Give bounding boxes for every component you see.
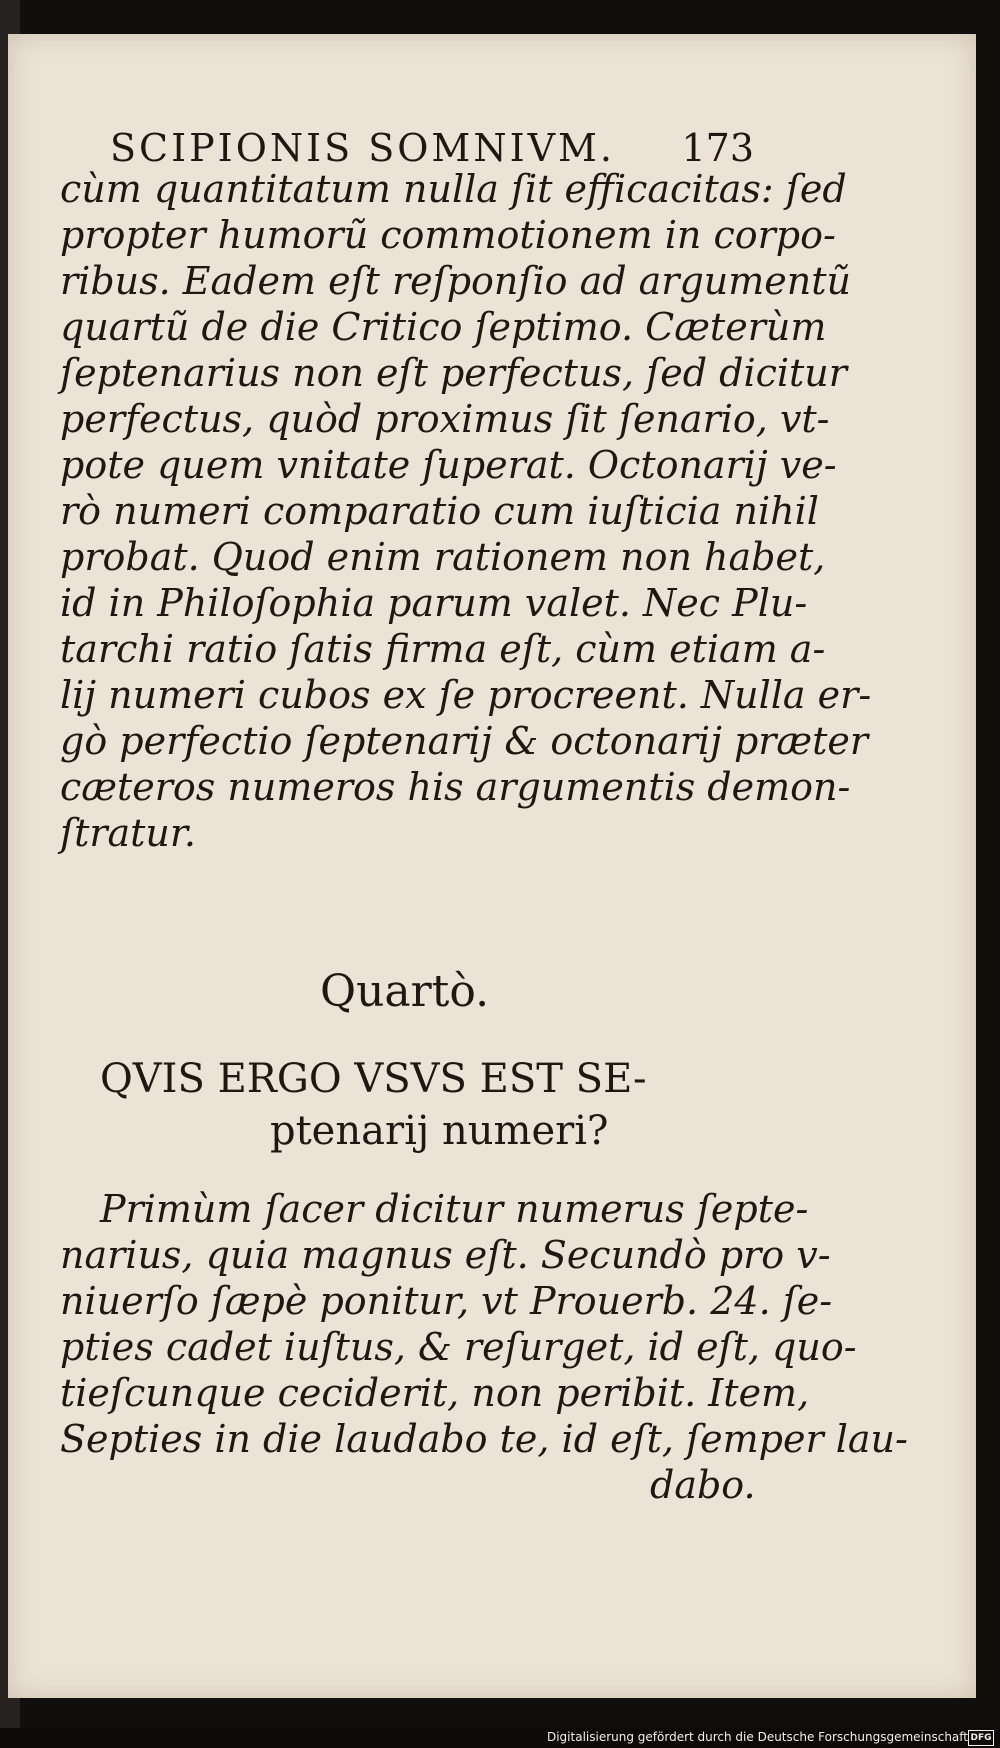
body-line: tarchi ratio ſatis firma eſt, cùm etiam a- bbox=[60, 627, 826, 671]
running-title: SCIPIONIS SOMNIVM. bbox=[110, 126, 616, 170]
body-line: perfectus, quòd proximus ſit ſenario, vt- bbox=[60, 397, 830, 441]
body-line: probat. Quod enim rationem non habet, bbox=[60, 535, 826, 579]
body-line: rò numeri comparatio cum iuſticia nihil bbox=[60, 489, 819, 533]
footer-bar bbox=[0, 1728, 1000, 1748]
body-line: lij numeri cubos ex ſe procreent. Nulla er- bbox=[60, 673, 872, 717]
body-line: ſeptenarius non eſt perfectus, ſed dicitur bbox=[60, 351, 847, 395]
answer-line: Primùm ſacer dicitur numerus ſepte- bbox=[100, 1187, 809, 1231]
body-line: quartũ de die Critico ſeptimo. Cæterùm bbox=[60, 305, 827, 349]
body-line: pote quem vnitate ſuperat. Octonarij ve- bbox=[60, 443, 837, 487]
body-line: gò perfectio ſeptenarij & octonarij præter bbox=[60, 719, 869, 763]
question-heading-line: ptenarij numeri? bbox=[270, 1108, 609, 1154]
answer-line: pties cadet iuſtus, & reſurget, id eſt, quo- bbox=[60, 1325, 857, 1369]
answer-line: tieſcunque ceciderit, non peribit. Item, bbox=[60, 1371, 810, 1415]
body-line: cæteros numeros his argumentis demon- bbox=[60, 765, 851, 809]
dfg-logo: DFG bbox=[968, 1730, 994, 1746]
page-number: 173 bbox=[681, 126, 754, 170]
body-line: id in Philoſophia parum valet. Nec Plu- bbox=[60, 581, 808, 625]
book-page bbox=[8, 34, 976, 1698]
answer-line: narius, quia magnus eſt. Secundò pro v- bbox=[60, 1233, 831, 1277]
body-line: ſtratur. bbox=[60, 811, 196, 855]
funding-credit: Digitalisierung gefördert durch die Deutsche Forschungsgemeinschaft bbox=[546, 1730, 968, 1744]
body-line: ribus. Eadem eſt reſponſio ad argumentũ bbox=[60, 259, 851, 303]
answer-line: dabo. bbox=[650, 1463, 756, 1507]
question-heading-line: QVIS ERGO VSVS EST SE- bbox=[100, 1056, 647, 1102]
section-label: Quartò. bbox=[320, 966, 490, 1017]
answer-line: niuerſo ſæpè ponitur, vt Prouerb. 24. ſe- bbox=[60, 1279, 833, 1323]
body-line: propter humorũ commotionem in corpo- bbox=[60, 213, 836, 257]
body-line: cùm quantitatum nulla ſit efficacitas: ſed bbox=[60, 167, 847, 211]
answer-line: Septies in die laudabo te, id eſt, ſemper lau- bbox=[60, 1417, 908, 1461]
